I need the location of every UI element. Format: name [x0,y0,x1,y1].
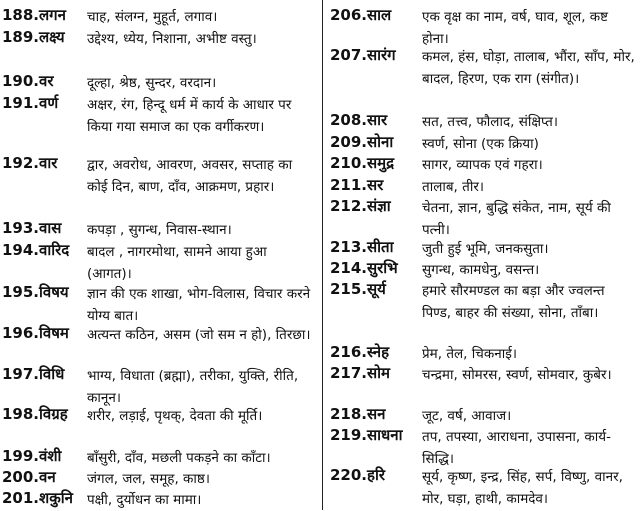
entry-term: 220.हरि [330,466,386,484]
entry-meaning: पक्षी, दुर्योधन का मामा। [87,492,202,508]
entry-term: 207.सारंग [330,46,396,64]
entry-term: 189.लक्ष्य [2,28,65,46]
entry-term: 196.विषम [2,324,69,342]
entry-term: 215.सूर्य [330,280,386,298]
entry-meaning: बादल , नागरमोथा, सामने आया हुआ (आगत)। [87,244,267,282]
entry-term: 198.विग्रह [2,405,68,423]
entry-term: 199.वंशी [2,447,62,465]
entry-term: 211.सर [330,176,384,194]
entry-term: 206.साल [330,6,392,24]
entry-meaning: दूल्हा, श्रेष्ठ, सुन्दर, वरदान। [87,75,217,91]
entry-meaning: शरीर, लड़ाई, पृथक्, देवता की मूर्ति। [87,408,263,424]
entry-term: 190.वर [2,72,54,90]
entry-meaning: जुती हुई भूमि, जनकसुता। [422,241,549,257]
entry-meaning: जूट, वर्ष, आवाज। [422,408,512,424]
entry-term: 197.विधि [2,365,65,383]
entry-meaning: चन्द्रमा, सोमरस, स्वर्ण, सोमवार, कुबेर। [422,367,612,383]
entry-term: 219.साधना [330,426,403,444]
entry-meaning: अत्यन्त कठिन, असम (जो सम न हो), तिरछा। [87,327,311,343]
entry-term: 212.संज्ञा [330,197,391,215]
entry-meaning: चाह, संलग्न, मुहूर्त, लगाव। [87,9,218,25]
entry-term: 216.स्नेह [330,343,390,361]
entry-term: 194.वारिद [2,241,70,259]
entry-term: 195.विषय [2,283,69,301]
entry-term: 191.वर्ण [2,94,59,112]
entry-term: 217.सोम [330,364,391,382]
entry-meaning: कमल, हंस, घोड़ा, तालाब, भौंरा, साँप, मोर, बादल, हिरण, एक राग (संगीत)। [422,49,635,87]
entry-meaning: सत, तत्त्व, फौलाद, संक्षिप्त। [422,114,558,130]
entry-term: 201.शकुनि [2,489,73,507]
entry-term: 208.सार [330,111,388,129]
entry-meaning: तप, तपस्या, आराधना, उपासना, कार्य-सिद्धि। [422,429,611,467]
entry-term: 214.सुरभि [330,259,398,277]
entry-term: 213.सीता [330,238,394,256]
entry-meaning: सुगन्ध, कामधेनु, वसन्त। [422,262,540,278]
entry-meaning: सूर्य, कृष्ण, इन्द्र, सिंह, सर्प, विष्णु, वानर, मोर, घड़ा, हाथी, कामदेव। [422,469,623,507]
entry-meaning: कपड़ा , सुगन्ध, निवास-स्थान। [87,222,232,238]
entry-meaning: तालाब, तीर। [422,179,484,195]
entry-meaning: अक्षर, रंग, हिन्दू धर्म में कार्य के आधार पर किया गया समाज का एक वर्गीकरण। [87,97,292,135]
entry-meaning: भाग्य, विधाता (ब्रह्मा), तरीका, युक्ति, रीति, कानून। [87,368,299,406]
entry-meaning: प्रेम, तेल, चिकनाई। [422,346,517,362]
entry-term: 188.लगन [2,6,66,24]
entry-meaning: स्वर्ण, सोना (एक क्रिया) [422,136,539,152]
entry-term: 192.वार [2,154,58,172]
entry-meaning: एक वृक्ष का नाम, वर्ष, घाव, शूल, कष्ट होना। [422,9,609,47]
entry-meaning: उद्देश्य, ध्येय, निशाना, अभीष्ट वस्तु। [87,31,257,47]
entry-meaning: सागर, व्यापक एवं गहरा। [422,157,543,173]
entry-meaning: हमारे सौरमण्डल का बड़ा और ज्वलन्त पिण्ड, बाहर की संख्या, सोना, ताँबा। [422,283,605,321]
entry-meaning: द्वार, अवरोध, आवरण, अवसर, सप्ताह का कोई दिन, बाण, दाँव, आक्रमण, प्रहार। [87,157,293,195]
entry-meaning: ज्ञान की एक शाखा, भोग-विलास, विचार करने योग्य बात। [87,286,311,324]
entry-meaning: चेतना, ज्ञान, बुद्धि संकेत, नाम, सूर्य की पत्नी। [422,200,611,238]
entry-term: 193.वास [2,219,62,237]
entry-meaning: जंगल, जल, समूह, काष्ठ। [87,471,210,487]
column-divider [322,0,323,510]
entry-term: 209.सोना [330,133,394,151]
entry-term: 210.समुद्र [330,154,395,172]
entry-meaning: बाँसुरी, दाँव, मछली पकड़ने का काँटा। [87,450,271,466]
entry-term: 218.सन [330,405,386,423]
entry-term: 200.वन [2,468,56,486]
